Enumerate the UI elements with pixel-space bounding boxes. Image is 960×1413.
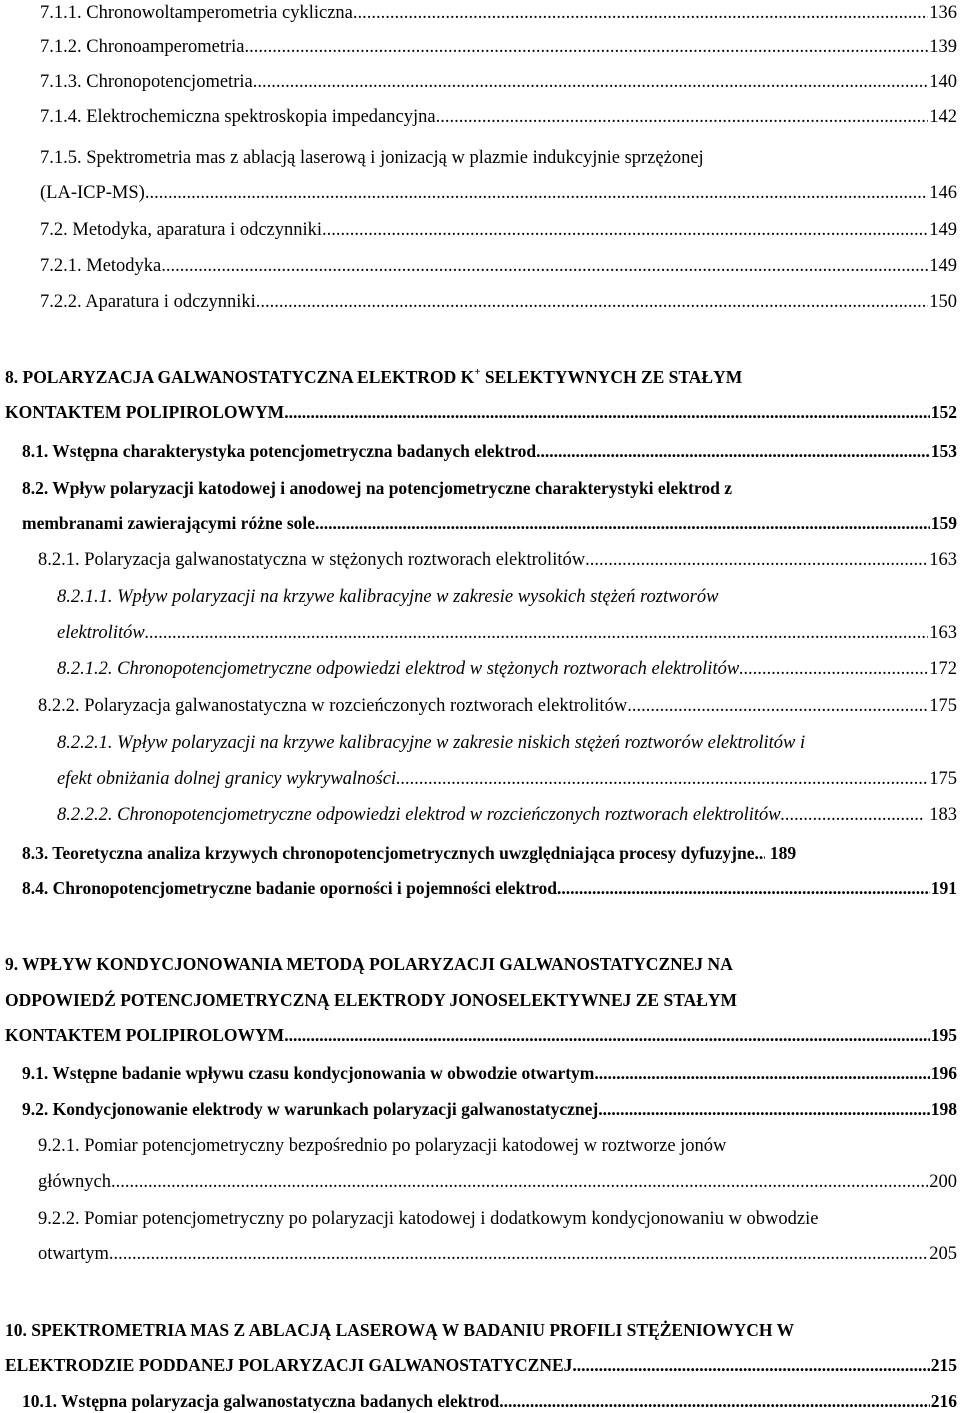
toc-entry-8-2-1-1[interactable]: 8.2.1.1. Wpływ polaryzacji na krzywe kalibracyjne w zakresie wysokich stężeń roztworów (57, 587, 719, 607)
toc-entry-8-2[interactable]: 8.2. Wpływ polaryzacji katodowej i anodowej na potencjometryczne charakterystyki elektrod z (22, 478, 732, 498)
toc-chapter-9-cont-2[interactable]: KONTAKTEM POLIPIROLOWYM ..... 195 (5, 1023, 957, 1047)
page-number: 200 (929, 1172, 957, 1192)
page-number: 175 (929, 696, 957, 716)
toc-entry-9-2-1-cont[interactable]: głównych ..... 200 (38, 1170, 957, 1194)
page-number: 189 (765, 843, 797, 863)
leader-dots (436, 105, 929, 129)
page-number: 139 (929, 37, 957, 57)
page-number: 205 (929, 1244, 957, 1264)
leader-dots (781, 803, 924, 827)
page-number: 195 (930, 1025, 957, 1045)
leader-dots (315, 511, 930, 535)
page-number: 136 (929, 3, 957, 23)
leader-dots (256, 290, 928, 314)
toc-entry-8-2-1[interactable]: 8.2.1. Polaryzacja galwanostatyczna w stężonych roztworach elektrolitów ..... 163 (38, 548, 957, 572)
toc-entry-8-2-2-1-cont[interactable]: efekt obniżania dolnej granicy wykrywalności ..... 175 (57, 767, 957, 791)
leader-dots (585, 548, 928, 572)
leader-dots (145, 621, 929, 645)
leader-dots (322, 218, 928, 242)
page-number: 150 (929, 292, 957, 312)
page-number: 152 (930, 402, 957, 422)
leader-dots (284, 1023, 930, 1047)
leader-dots (111, 1170, 928, 1194)
toc-entry-7-1-4[interactable]: 7.1.4. Elektrochemiczna spektroskopia impedancyjna ..... 142 (40, 105, 957, 129)
page-number: 215 (930, 1355, 957, 1375)
leader-dots (396, 767, 928, 791)
toc-entry-8-4[interactable]: 8.4. Chronopotencjometryczne badanie oporności i pojemności elektrod ..... 191 (22, 876, 957, 900)
page-number: 140 (929, 72, 957, 92)
leader-dots (145, 181, 928, 205)
page-number: 163 (929, 623, 957, 643)
toc-entry-7-1-1[interactable]: 7.1.1. Chronowoltamperometria cykliczna ..... 136 (40, 1, 957, 25)
toc-entry-8-2-2[interactable]: 8.2.2. Polaryzacja galwanostatyczna w rozcieńczonych roztworach elektrolitów ..... 175 (38, 694, 957, 718)
toc-entry-8-2-1-1-cont[interactable]: elektrolitów ..... 163 (57, 621, 957, 645)
page-number: 183 (924, 805, 957, 825)
toc-chapter-8-cont[interactable]: KONTAKTEM POLIPIROLOWYM ..... 152 (5, 400, 957, 424)
page-number: 159 (930, 513, 957, 533)
toc-entry-7-2-1[interactable]: 7.2.1. Metodyka ..... 149 (40, 254, 957, 278)
leader-dots (499, 1389, 930, 1413)
leader-dots (161, 254, 928, 278)
page-number: 172 (929, 659, 957, 679)
page-number: 153 (930, 441, 957, 461)
leader-dots (755, 841, 765, 865)
leader-dots (594, 1061, 929, 1085)
leader-dots (253, 70, 929, 94)
leader-dots (109, 1242, 928, 1266)
toc-chapter-9-cont-1[interactable]: ODPOWIEDŹ POTENCJOMETRYCZNĄ ELEKTRODY JONOSELEKTYWNEJ ZE STAŁYM (5, 990, 738, 1010)
leader-dots (598, 1097, 930, 1121)
leader-dots (557, 876, 930, 900)
leader-dots (284, 400, 930, 424)
toc-entry-9-1[interactable]: 9.1. Wstępne badanie wpływu czasu kondycjonowania w obwodzie otwartym ..... 196 (22, 1061, 957, 1085)
toc-entry-9-2-2-cont[interactable]: otwartym ..... 205 (38, 1242, 957, 1266)
superscript-plus: + (474, 366, 481, 378)
page-number: 163 (929, 550, 957, 570)
toc-entry-8-2-cont[interactable]: membranami zawierającymi różne sole ..... 159 (22, 511, 957, 535)
toc-entry-8-2-1-2[interactable]: 8.2.1.2. Chronopotencjometryczne odpowiedzi elektrod w stężonych roztworach elektrolitów ..... 172 (57, 657, 957, 681)
page-number: 175 (929, 769, 957, 789)
toc-entry-9-2[interactable]: 9.2. Kondycjonowanie elektrody w warunkach polaryzacji galwanostatycznej ..... 198 (22, 1097, 957, 1121)
page-number: 216 (930, 1391, 957, 1411)
toc-entry-7-1-2[interactable]: 7.1.2. Chronoamperometria ..... 139 (40, 35, 957, 59)
toc-entry-9-2-2[interactable]: 9.2.2. Pomiar potencjometryczny po polaryzacji katodowej i dodatkowym kondycjonowaniu w obwodzie (38, 1209, 819, 1229)
leader-dots (536, 439, 930, 463)
toc-entry-8-2-2-1[interactable]: 8.2.2.1. Wpływ polaryzacji na krzywe kalibracyjne w zakresie niskich stężeń roztworów elektrolitów i (57, 733, 806, 753)
toc-chapter-10-cont[interactable]: ELEKTRODZIE PODDANEJ POLARYZACJI GALWANOSTATYCZNEJ ..... 215 (5, 1353, 957, 1377)
page-number: 198 (930, 1099, 957, 1119)
leader-dots (572, 1353, 929, 1377)
toc-entry-8-2-2-2[interactable]: 8.2.2.2. Chronopotencjometryczne odpowiedzi elektrod w rozcieńczonych roztworach elektrolitów ..... 183 (57, 803, 957, 827)
toc-entry-7-2-2[interactable]: 7.2.2. Aparatura i odczynniki ..... 150 (40, 290, 957, 314)
page-number: 142 (929, 107, 957, 127)
page-number: 191 (930, 878, 957, 898)
toc-entry-8-3[interactable]: 8.3. Teoretyczna analiza krzywych chronopotencjometrycznych uwzględniająca procesy dyfuzyjne ..... 189 (22, 841, 957, 865)
leader-dots (739, 657, 928, 681)
toc-entry-10-1[interactable]: 10.1. Wstępna polaryzacja galwanostatyczna badanych elektrod ..... 216 (22, 1389, 957, 1413)
toc-entry-7-1-3[interactable]: 7.1.3. Chronopotencjometria ..... 140 (40, 70, 957, 94)
toc-chapter-9[interactable]: 9. WPŁYW KONDYCJONOWANIA METODĄ POLARYZACJI GALWANOSTATYCZNEJ NA (5, 954, 733, 974)
page-number: 146 (929, 183, 957, 203)
toc-entry-7-1-5[interactable]: 7.1.5. Spektrometria mas z ablacją laserową i jonizacją w plazmie indukcyjnie sprzężonej (40, 148, 704, 168)
toc-chapter-10[interactable]: 10. SPEKTROMETRIA MAS Z ABLACJĄ LASEROWĄ W BADANIU PROFILI STĘŻENIOWYCH W (5, 1320, 795, 1340)
leader-dots (353, 1, 928, 25)
toc-entry-7-1-5-cont[interactable]: (LA-ICP-MS) ..... 146 (40, 181, 957, 205)
toc-entry-7-2[interactable]: 7.2. Metodyka, aparatura i odczynniki ..... 149 (40, 218, 957, 242)
page-number: 149 (929, 220, 957, 240)
toc-chapter-8[interactable]: 8. POLARYZACJA GALWANOSTATYCZNA ELEKTROD K+ SELEKTYWNYCH ZE STAŁYM (5, 366, 743, 387)
toc-entry-9-2-1[interactable]: 9.2.1. Pomiar potencjometryczny bezpośrednio po polaryzacji katodowej w roztworze jonów (38, 1136, 727, 1156)
toc-entry-8-1[interactable]: 8.1. Wstępna charakterystyka potencjometryczna badanych elektrod ..... 153 (22, 439, 957, 463)
leader-dots (244, 35, 928, 59)
leader-dots (627, 694, 928, 718)
page-number: 196 (930, 1063, 957, 1083)
page-number: 149 (929, 256, 957, 276)
